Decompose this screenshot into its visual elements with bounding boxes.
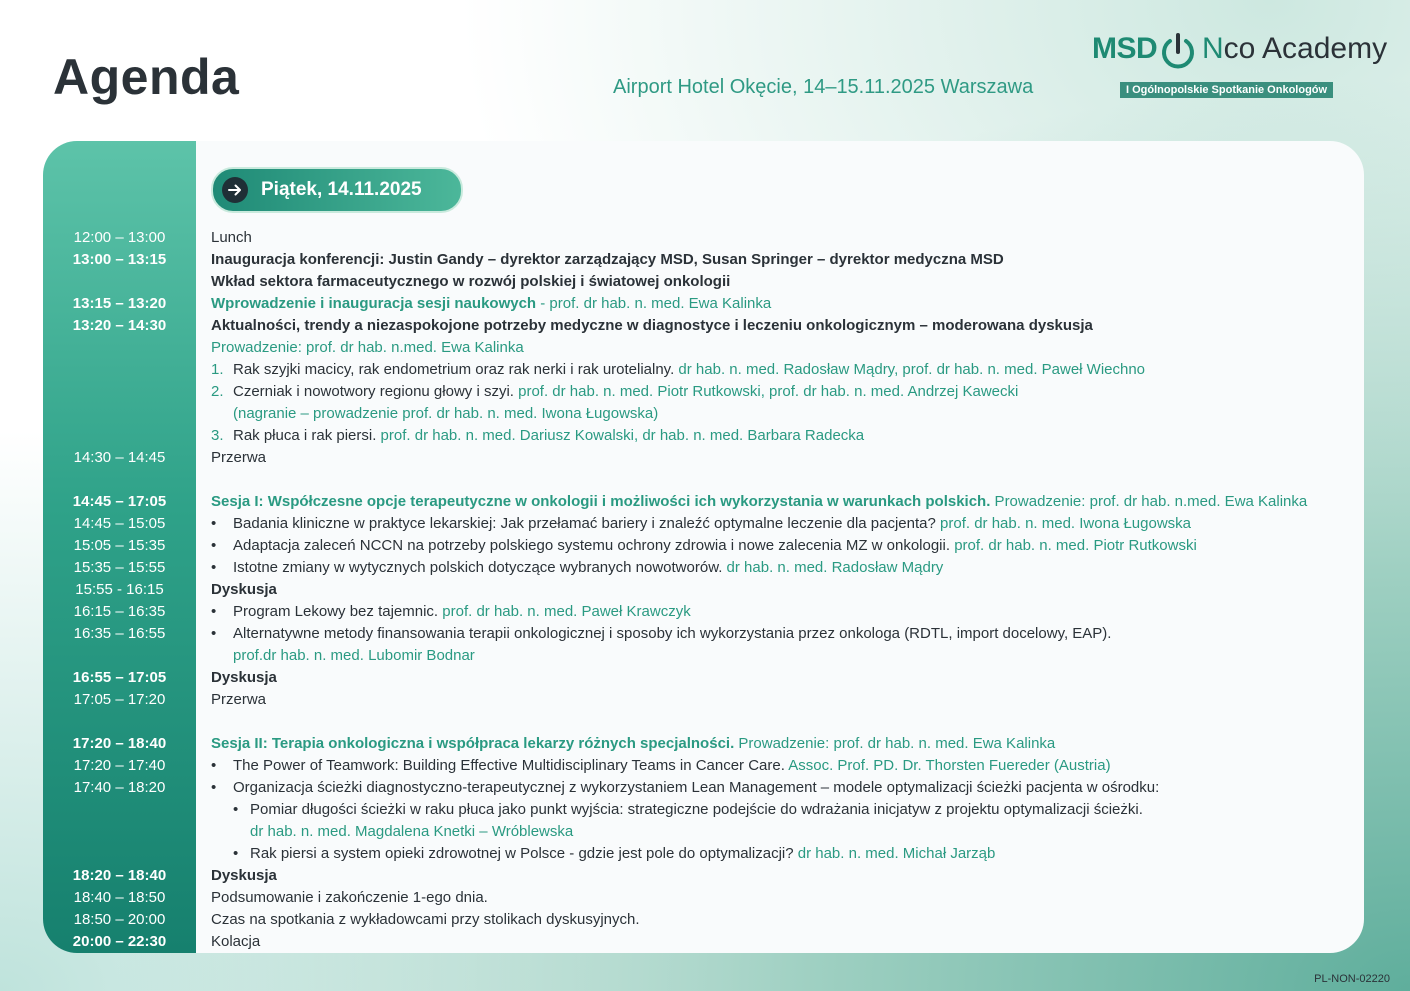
agenda-row — [43, 623, 1364, 645]
agenda-row — [43, 293, 1364, 315]
row-text: Sesja I: Współczesne opcje terapeutyczne w onkologii i możliwości ich wykorzystania w warunkach polskich. Prowadzenie: prof. dr hab. n.med. Ewa Kalinka — [211, 493, 1308, 510]
agenda-row — [43, 667, 1364, 689]
row-text: • Adaptacja zaleceń NCCN na potrzeby polskiego systemu ochrony zdrowia i nowe zalecenia MZ w onkologii. prof. dr hab. n. med. Piotr Rutkowski — [211, 537, 1197, 554]
row-time: 13:00 – 13:15 — [72, 251, 167, 268]
agenda-row — [43, 359, 1364, 381]
day-header — [211, 167, 463, 213]
row-text: • Pomiar długości ścieżki w raku płuca jako punkt wyjścia: strategiczne podejście do wdrażania inicjatyw z projektu optymalizacji ścieżki. — [233, 801, 1143, 818]
arrow-right-icon — [222, 177, 248, 203]
row-time: 14:45 – 15:05 — [73, 515, 166, 532]
row-time: 12:00 – 13:00 — [73, 229, 166, 246]
document-code: PL-NON-02220 — [1314, 973, 1390, 985]
row-time: 17:05 – 17:20 — [73, 691, 166, 708]
row-text: Wprowadzenie i inauguracja sesji naukowych - prof. dr hab. n. med. Ewa Kalinka — [211, 295, 772, 312]
agenda-row — [43, 227, 1364, 249]
row-time: 20:00 – 22:30 — [72, 933, 167, 950]
row-text: Przerwa — [211, 449, 267, 466]
row-time: 17:20 – 17:40 — [73, 757, 166, 774]
row-text: (nagranie – prowadzenie prof. dr hab. n. med. Iwona Ługowska) — [233, 405, 659, 422]
row-time: 13:15 – 13:20 — [72, 295, 167, 312]
row-text: Kolacja — [211, 933, 261, 950]
row-text: Dyskusja — [211, 669, 277, 686]
row-text: • Alternatywne metody finansowania terapii onkologicznej i sposoby ich wykorzystania przez onkologa (RDTL, import docelowy, EAP). — [211, 625, 1112, 642]
agenda-row — [43, 337, 1364, 359]
agenda-row — [43, 689, 1364, 711]
agenda-row — [43, 425, 1364, 447]
row-time: 16:55 – 17:05 — [72, 669, 167, 686]
row-time: 16:15 – 16:35 — [73, 603, 166, 620]
row-text: Prowadzenie: prof. dr hab. n.med. Ewa Kalinka — [211, 339, 524, 356]
agenda-row — [43, 601, 1364, 623]
row-time: 15:05 – 15:35 — [73, 537, 166, 554]
row-text: dr hab. n. med. Magdalena Knetki – Wróblewska — [250, 823, 574, 840]
row-time: 14:45 – 17:05 — [72, 493, 167, 510]
row-text: • Organizacja ścieżki diagnostyczno-terapeutycznej z wykorzystaniem Lean Management – modele optymalizacji ścieżki pacjenta w ośrodku: — [211, 779, 1160, 796]
logo-badge: I Ogólnopolskie Spotkanie Onkologów — [1120, 82, 1333, 98]
agenda-row — [43, 315, 1364, 337]
row-time: 16:35 – 16:55 — [73, 625, 166, 642]
row-time: 18:40 – 18:50 — [73, 889, 166, 906]
page-title: Agenda — [53, 49, 240, 105]
row-time: 13:20 – 14:30 — [72, 317, 167, 334]
row-time: 18:20 – 18:40 — [72, 867, 167, 884]
row-text: Sesja II: Terapia onkologiczna i współpraca lekarzy różnych specjalności. Prowadzenie: prof. dr hab. n. med. Ewa Kalinka — [211, 735, 1056, 752]
agenda-row — [43, 271, 1364, 293]
agenda-row — [43, 821, 1364, 843]
row-text: Dyskusja — [211, 581, 277, 598]
row-text: Wkład sektora farmaceutycznego w rozwój polskiej i światowej onkologii — [211, 273, 731, 290]
row-text: Inauguracja konferencji: Justin Gandy – dyrektor zarządzający MSD, Susan Springer – dyrektor medyczna MSD — [211, 251, 1004, 268]
row-text: • Program Lekowy bez tajemnic. prof. dr hab. n. med. Paweł Krawczyk — [211, 603, 691, 620]
row-text: 2. Czerniak i nowotwory regionu głowy i szyi. prof. dr hab. n. med. Piotr Rutkowski, prof. dr hab. n. med. Andrzej Kawecki — [211, 383, 1019, 400]
agenda-row — [43, 491, 1364, 513]
row-text: • Badania kliniczne w praktyce lekarskiej: Jak przełamać bariery i znaleźć optymalne leczenie dla pacjenta? prof. dr hab. n. med. Iwona Ługowska — [211, 515, 1192, 532]
row-text: Lunch — [211, 229, 252, 246]
agenda-row — [43, 535, 1364, 557]
agenda-row — [43, 733, 1364, 755]
row-text: • Rak piersi a system opieki zdrowotnej w Polsce - gdzie jest pole do optymalizacji? dr hab. n. med. Michał Jarząb — [233, 845, 996, 862]
agenda-row — [43, 579, 1364, 601]
agenda-row — [43, 843, 1364, 865]
agenda-row — [43, 513, 1364, 535]
agenda-row — [43, 931, 1364, 953]
row-text: Czas na spotkania z wykładowcami przy stolikach dyskusyjnych. — [211, 911, 640, 928]
agenda-row — [43, 557, 1364, 579]
agenda-card — [43, 141, 1364, 953]
row-text: • Istotne zmiany w wytycznych polskich dotyczące wybranych nowotworów. dr hab. n. med. Radosław Mądry — [211, 559, 944, 576]
agenda-row — [43, 887, 1364, 909]
row-time: 17:40 – 18:20 — [73, 779, 166, 796]
row-text: 3. Rak płuca i rak piersi. prof. dr hab. n. med. Dariusz Kowalski, dr hab. n. med. Barbara Radecka — [211, 427, 865, 444]
agenda-row — [43, 447, 1364, 469]
row-text: prof.dr hab. n. med. Lubomir Bodnar — [233, 647, 475, 664]
logo — [1092, 28, 1388, 76]
agenda-row — [43, 381, 1364, 403]
agenda-row — [43, 645, 1364, 667]
agenda-row — [43, 799, 1364, 821]
logo-msd: MSD — [1092, 32, 1158, 65]
agenda-row — [43, 403, 1364, 425]
row-text: Podsumowanie i zakończenie 1-ego dnia. — [211, 889, 488, 906]
row-text: • The Power of Teamwork: Building Effective Multidisciplinary Teams in Cancer Care. Assoc. Prof. PD. Dr. Thorsten Fuereder (Austria) — [211, 757, 1111, 774]
agenda-row — [43, 249, 1364, 271]
row-time: 17:20 – 18:40 — [72, 735, 167, 752]
row-time: 15:55 - 16:15 — [75, 581, 164, 598]
agenda-row — [43, 777, 1364, 799]
venue-date: Airport Hotel Okęcie, 14–15.11.2025 Warszawa — [613, 76, 1034, 98]
row-text: Dyskusja — [211, 867, 277, 884]
day-label: Piątek, 14.11.2025 — [261, 179, 422, 200]
row-time: 18:50 – 20:00 — [73, 911, 166, 928]
agenda-row — [43, 909, 1364, 931]
agenda-row — [43, 865, 1364, 887]
row-time: 14:30 – 14:45 — [73, 449, 166, 466]
row-text: Przerwa — [211, 691, 267, 708]
row-time: 15:35 – 15:55 — [73, 559, 166, 576]
agenda-row — [43, 755, 1364, 777]
logo-academy: Nco Academy — [1202, 32, 1388, 65]
row-text: 1. Rak szyjki macicy, rak endometrium oraz rak nerki i rak urotelialny. dr hab. n. med. Radosław Mądry, prof. dr hab. n. med. Paweł Wiechno — [211, 361, 1146, 378]
power-icon — [1158, 32, 1198, 72]
row-text: Aktualności, trendy a niezaspokojone potrzeby medyczne w diagnostyce i leczeniu onkologicznym – moderowana dyskusja — [211, 317, 1093, 334]
